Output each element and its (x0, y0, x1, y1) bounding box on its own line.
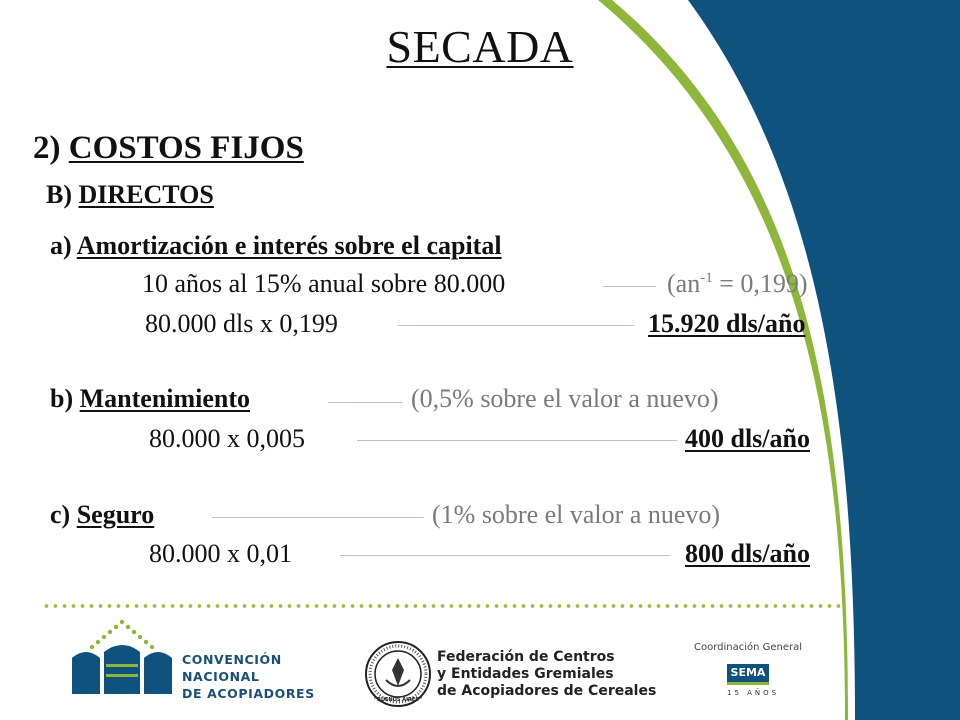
convencion-logo-text: CONVENCIÓN NACIONAL DE ACOPIADORES (182, 652, 315, 701)
item-c-result-leader (340, 555, 670, 556)
item-a-detail: 10 años al 15% anual sobre 80.000 (142, 269, 506, 298)
dotted-separator (42, 604, 842, 608)
item-b-calc: 80.000 x 0,005 (149, 424, 305, 453)
item-a-factor: $(an^{-1} = 0,199)$ (667, 269, 808, 298)
subsection-heading: B) DIRECTOS (46, 180, 214, 209)
item-b-heading: b) Mantenimiento (50, 384, 251, 413)
item-b-result: 400 dls/año (685, 424, 810, 453)
slide-title: SECADA (386, 21, 574, 72)
item-a-result: 15.920 dls/año (648, 309, 806, 338)
item-a-leader (603, 286, 656, 287)
item-b-note: (0,5% sobre el valor a nuevo) (411, 384, 719, 413)
federacion-logo-text: Federación de Centros y Entidades Gremiales de Acopiadores de Cereales (437, 649, 657, 699)
item-c-calc: 80.000 x 0,01 (149, 539, 292, 568)
item-b-result-leader (357, 440, 677, 441)
item-b-leader (328, 402, 403, 403)
silos-logo-icon (66, 616, 178, 700)
item-c-result: 800 dls/año (685, 539, 810, 568)
item-a-calc: 80.000 dls x 0,199 (145, 309, 338, 338)
item-c-heading: c) Seguro (50, 500, 155, 529)
coordinacion-label: Coordinación General (694, 642, 803, 653)
sema-years: 15 AÑOS (727, 689, 780, 697)
item-c-note: (1% sobre el valor a nuevo) (432, 500, 721, 529)
item-a-result-leader (398, 325, 634, 326)
item-c-leader (212, 517, 424, 518)
seal-caption: “BUENOS AIRES” (373, 697, 423, 703)
section-heading: 2) COSTOS FIJOS (33, 130, 304, 166)
item-a-heading: a) Amortización e interés sobre el capital (50, 231, 502, 260)
sema-logo: SEMA (727, 664, 769, 685)
